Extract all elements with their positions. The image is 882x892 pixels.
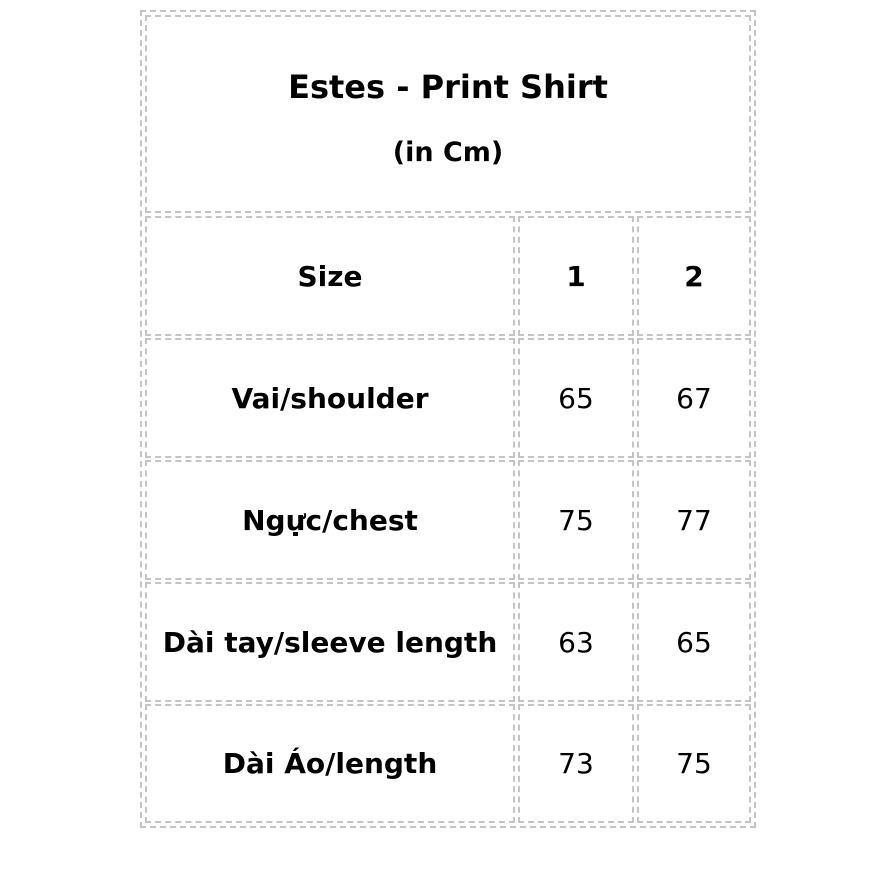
unit-label: (in Cm): [392, 136, 504, 168]
row-label-chest: Ngực/chest: [242, 503, 418, 537]
table-cell: [518, 460, 634, 580]
row-label-shoulder: Vai/shoulder: [231, 381, 429, 415]
sleeve-length-size-1: 63: [558, 625, 594, 659]
length-size-2: 75: [676, 747, 712, 780]
table-row-label: [145, 338, 515, 458]
chest-size-2: 77: [676, 503, 712, 537]
row-label-sleeve-length: Dài tay/sleeve length: [162, 625, 498, 659]
title-cell: [145, 15, 751, 213]
chest-size-1: 75: [558, 503, 594, 537]
column-header-2: 2: [684, 259, 704, 293]
length-size-1: 73: [558, 747, 594, 780]
table-row-label: [145, 460, 515, 580]
shoulder-size-2: 67: [676, 381, 712, 415]
table-cell: [637, 704, 751, 823]
row-label-length: Dài Áo/length: [222, 747, 438, 780]
header-size-1-cell: [518, 216, 634, 336]
table-cell: [518, 338, 634, 458]
header-size-cell: [145, 216, 515, 336]
table-cell: [637, 460, 751, 580]
column-header-size: Size: [297, 259, 363, 293]
table-row-label: [145, 582, 515, 702]
sleeve-length-size-2: 65: [676, 625, 712, 659]
table-row-label: [145, 704, 515, 823]
chart-title: Estes - Print Shirt: [288, 67, 608, 106]
table-cell: [637, 338, 751, 458]
shoulder-size-1: 65: [558, 381, 594, 415]
table-cell: [637, 582, 751, 702]
table-cell: [518, 704, 634, 823]
header-size-2-cell: [637, 216, 751, 336]
table-cell: [518, 582, 634, 702]
column-header-1: 1: [566, 259, 586, 293]
